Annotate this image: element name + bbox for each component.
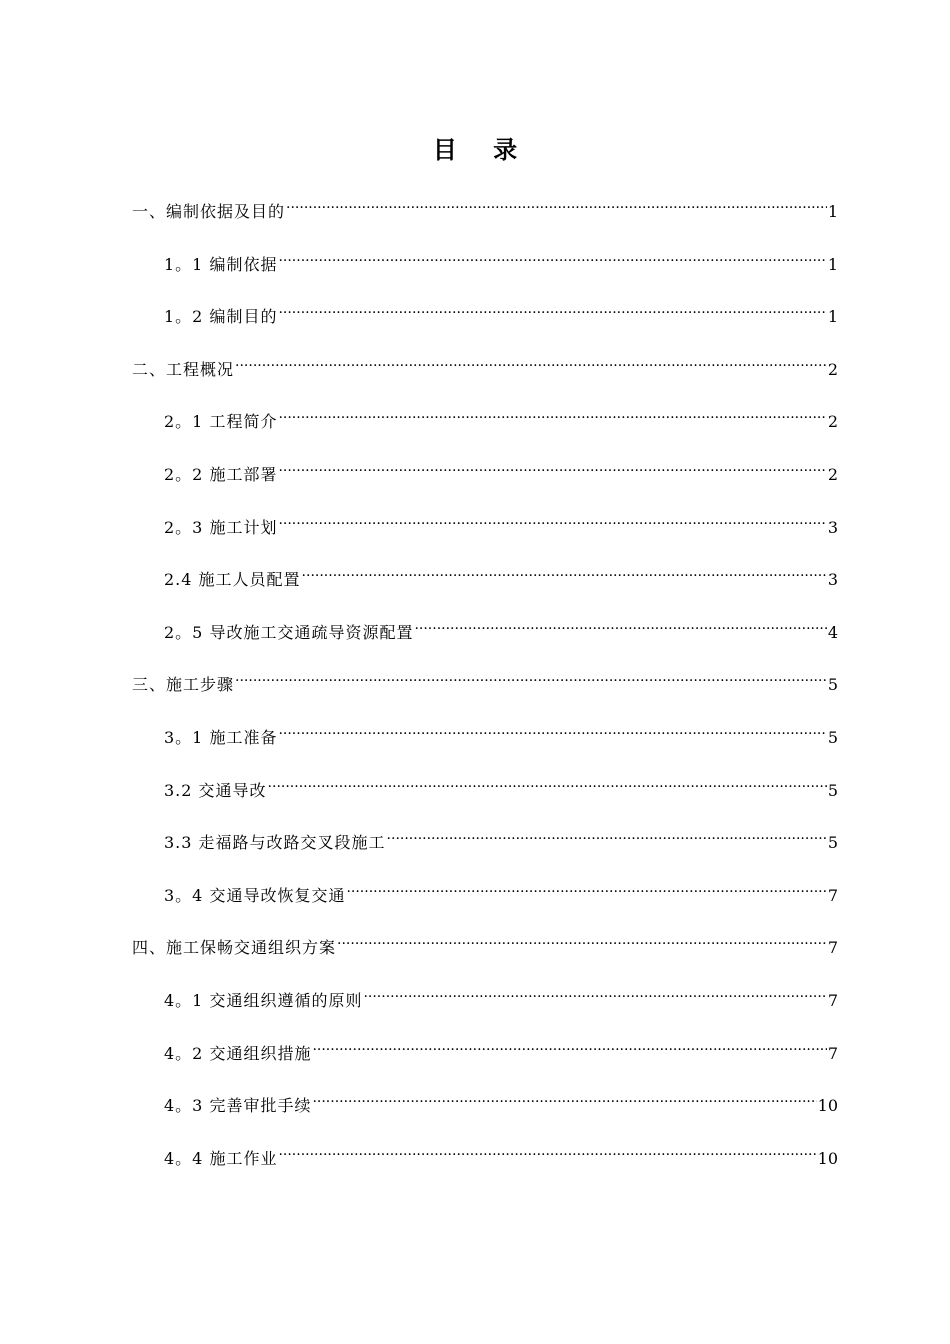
toc-dot-leader <box>286 191 827 217</box>
toc-page-number: 10 <box>817 1096 838 1115</box>
toc-page-number: 7 <box>827 1044 838 1063</box>
toc-page-number: 4 <box>827 623 838 642</box>
toc-page-number: 7 <box>827 938 838 957</box>
toc-entry-text: 4。2 交通组织措施 <box>164 1044 312 1063</box>
toc-page-number: 3 <box>827 570 838 589</box>
toc-page-number: 7 <box>827 991 838 1010</box>
toc-entry[interactable] <box>132 349 838 379</box>
toc-entry[interactable] <box>164 296 838 326</box>
toc-dot-leader <box>278 296 826 322</box>
toc-entry-text: 3。4 交通导改恢复交通 <box>164 886 346 905</box>
toc-entry[interactable] <box>164 770 838 800</box>
toc-entry-text: 二、工程概况 <box>132 360 235 379</box>
toc-page-number: 10 <box>817 1149 838 1168</box>
toc-entry[interactable] <box>164 244 838 274</box>
toc-entry[interactable] <box>164 1085 838 1115</box>
toc-page-number: 1 <box>827 255 838 274</box>
toc-entry[interactable] <box>164 507 838 537</box>
toc-entry-text: 三、施工步骤 <box>132 675 235 694</box>
toc-entry[interactable] <box>132 191 838 221</box>
toc-dot-leader <box>312 1033 826 1059</box>
toc-dot-leader <box>346 875 826 901</box>
toc-entry[interactable] <box>164 1138 838 1168</box>
toc-page-number: 5 <box>827 675 838 694</box>
toc-dot-leader <box>278 244 826 270</box>
toc-page-number: 2 <box>827 360 838 379</box>
toc-entry-text: 四、施工保畅交通组织方案 <box>132 938 337 957</box>
toc-page-number: 1 <box>827 307 838 326</box>
toc-page-number: 2 <box>827 465 838 484</box>
toc-entry-text: 4。4 施工作业 <box>164 1149 278 1168</box>
toc-entry-text: 4。3 完善审批手续 <box>164 1096 312 1115</box>
toc-entry[interactable] <box>164 612 838 642</box>
toc-page-number: 5 <box>827 781 838 800</box>
toc-entry[interactable] <box>164 454 838 484</box>
toc-entry-text: 3。1 施工准备 <box>164 728 278 747</box>
toc-title: 目 录 <box>432 135 532 164</box>
toc-page-number: 2 <box>827 412 838 431</box>
toc-entry-text: 3.2 交通导改 <box>164 781 267 800</box>
toc-dot-leader <box>278 401 826 427</box>
toc-page-number: 5 <box>827 728 838 747</box>
toc-dot-leader <box>312 1085 816 1111</box>
toc-entry-text: 2。5 导改施工交通疏导资源配置 <box>164 623 414 642</box>
toc-entry-text: 1。1 编制依据 <box>164 255 278 274</box>
toc-entry-text: 2。2 施工部署 <box>164 465 278 484</box>
toc-entry-text: 2。3 施工计划 <box>164 518 278 537</box>
toc-dot-leader <box>363 980 826 1006</box>
toc-entry[interactable] <box>164 559 838 589</box>
toc-entry[interactable] <box>164 1033 838 1063</box>
toc-entry[interactable] <box>164 980 838 1010</box>
toc-dot-leader <box>387 822 827 848</box>
toc-entry-text: 1。2 编制目的 <box>164 307 278 326</box>
toc-dot-leader <box>337 927 827 953</box>
toc-entry[interactable] <box>164 822 838 852</box>
toc-dot-leader <box>235 349 827 375</box>
toc-page-number: 3 <box>827 518 838 537</box>
toc-page-number: 1 <box>827 202 838 221</box>
toc-dot-leader <box>278 454 826 480</box>
toc-dot-leader <box>302 559 827 585</box>
toc-dot-leader <box>235 664 827 690</box>
toc-dot-leader <box>414 612 826 638</box>
toc-dot-leader <box>268 770 827 796</box>
toc-dot-leader <box>278 507 826 533</box>
toc-entry-text: 3.3 走福路与改路交叉段施工 <box>164 833 386 852</box>
toc-entry-text: 4。1 交通组织遵循的原则 <box>164 991 363 1010</box>
toc-entry-text: 2.4 施工人员配置 <box>164 570 301 589</box>
toc-page-number: 7 <box>827 886 838 905</box>
toc-entry-text: 一、编制依据及目的 <box>132 202 286 221</box>
toc-entry[interactable] <box>164 401 838 431</box>
toc-entry[interactable] <box>164 875 838 905</box>
toc-dot-leader <box>278 1138 816 1164</box>
toc-page-number: 5 <box>827 833 838 852</box>
toc-entry-text: 2。1 工程简介 <box>164 412 278 431</box>
toc-entry[interactable] <box>164 717 838 747</box>
toc-entry[interactable] <box>132 927 838 957</box>
toc-entry[interactable] <box>132 664 838 694</box>
toc-dot-leader <box>278 717 826 743</box>
